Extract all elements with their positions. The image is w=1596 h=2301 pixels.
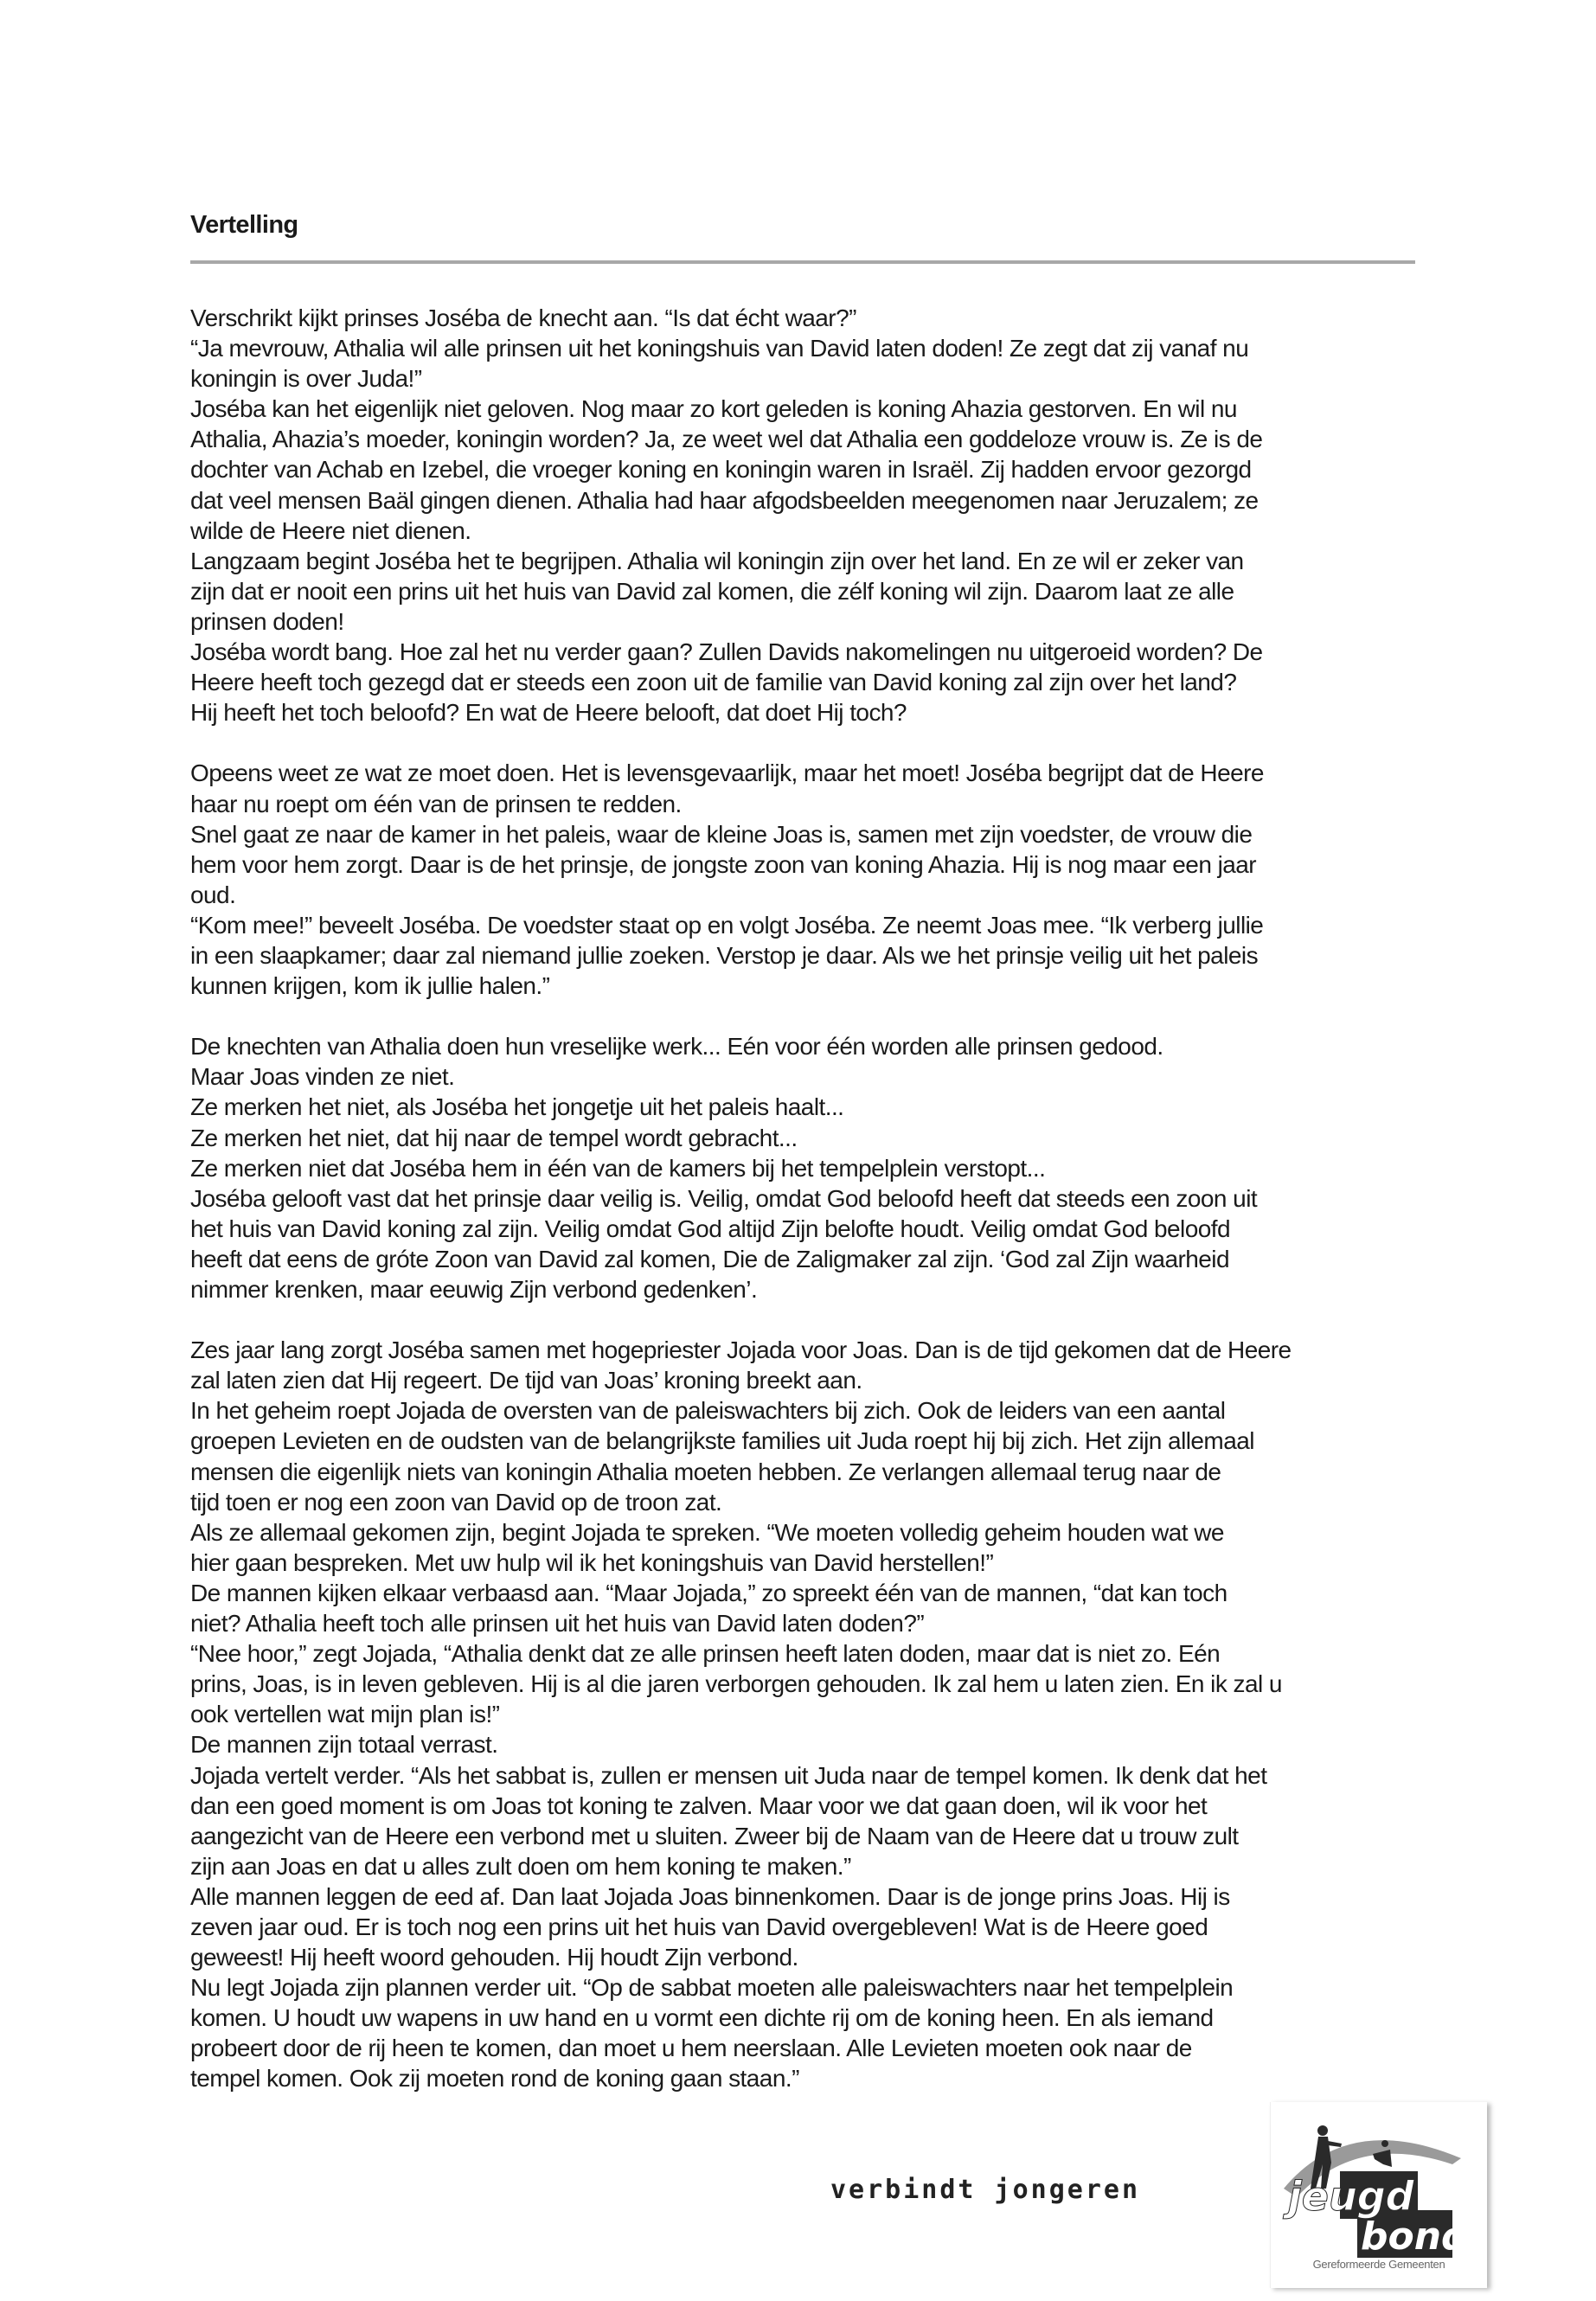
text-line: Joséba gelooft vast dat het prinsje daar veilig is. Veilig, omdat God beloofd heeft dat steeds een zoon uit (190, 1184, 1258, 1212)
text-line: geweest! Hij heeft woord gehouden. Hij houdt Zijn verbond. (190, 1944, 798, 1971)
page-title: Vertelling (190, 211, 298, 239)
story-paragraph (190, 758, 1436, 1001)
text-line: ook vertellen wat mijn plan is!” (190, 1701, 500, 1728)
text-line: “Kom mee!” beveelt Joséba. De voedster staat op en volgt Joséba. Ze neemt Joas mee. “Ik verberg jullie (190, 911, 1264, 939)
text-line: koningin is over Juda!” (190, 365, 422, 393)
text-line: In het geheim roept Jojada de oversten van de paleiswachters bij zich. Ook de leiders van een aantal (190, 1397, 1226, 1425)
text-line: Langzaam begint Joséba het te begrijpen. Athalia wil koningin zijn over het land. En ze wil er zeker van (190, 547, 1244, 574)
text-line: De knechten van Athalia doen hun vreselijke werk... Eén voor één worden alle prinsen gedood. (190, 1033, 1163, 1061)
text-line: “Ja mevrouw, Athalia wil alle prinsen uit het koningshuis van David laten doden! Ze zegt dat zij vanaf nu (190, 335, 1249, 362)
text-line: zijn dat er nooit een prins uit het huis van David zal komen, die zélf koning wil zijn. Daarom laat ze alle (190, 577, 1234, 605)
tagline-verbindt-jongeren (830, 2167, 1228, 2219)
text-line: heeft dat eens de gróte Zoon van David zal komen, Die de Zaligmaker zal zijn. ‘God zal Zijn waarheid (190, 1245, 1229, 1272)
text-line: in een slaapkamer; daar zal niemand jullie zoeken. Verstop je daar. Als we het prinsje veilig uit het paleis (190, 941, 1259, 969)
text-line: mensen die eigenlijk niets van koningin Athalia moeten hebben. Ze verlangen allemaal terug naar de (190, 1458, 1221, 1485)
text-line: prinsen doden! (190, 607, 344, 635)
text-line: Verschrikt kijkt prinses Joséba de knecht aan. “Is dat écht waar?” (190, 304, 856, 331)
text-line: Alle mannen leggen de eed af. Dan laat Jojada Joas binnenkomen. Daar is de jonge prins Joas. Hij is (190, 1882, 1230, 1910)
text-line: De mannen kijken elkaar verbaasd aan. “Maar Jojada,” zo spreekt één van de mannen, “dat kan toch (190, 1579, 1227, 1606)
text-line: Heere heeft toch gezegd dat er steeds een zoon uit de familie van David koning zal zijn over het land? (190, 669, 1237, 696)
text-line: tempel komen. Ook zij moeten rond de koning gaan staan.” (190, 2065, 799, 2093)
text-line: Joséba wordt bang. Hoe zal het nu verder gaan? Zullen Davids nakomelingen nu uitgeroeid worden? De (190, 638, 1263, 666)
text-line: Athalia, Ahazia’s moeder, koningin worden? Ja, ze weet wel dat Athalia een goddeloze vrouw is. Ze is de (190, 426, 1263, 453)
logo-subtitle: Gereformeerde Gemeenten (1312, 2258, 1445, 2271)
text-line: niet? Athalia heeft toch alle prinsen uit het huis van David laten doden?” (190, 1610, 925, 1638)
text-line: aangezicht van de Heere een verbond met u sluiten. Zweer bij de Naam van de Heere dat u trouw zult (190, 1822, 1239, 1849)
text-line: Ze merken niet dat Joséba hem in één van de kamers bij het tempelplein verstopt... (190, 1154, 1046, 1182)
text-line: Nu legt Jojada zijn plannen verder uit. “Op de sabbat moeten alle paleiswachters naar het tempelplein (190, 1974, 1234, 2002)
text-line: hier gaan bespreken. Met uw hulp wil ik het koningshuis van David herstellen!” (190, 1548, 994, 1576)
text-line: dochter van Achab en Izebel, die vroeger koning en koningin waren in Israël. Zij hadden ervoor gezorgd (190, 456, 1252, 484)
text-line: het huis van David koning zal zijn. Veilig omdat God altijd Zijn belofte houdt. Veilig omdat God beloofd (190, 1215, 1231, 1242)
story-paragraph (190, 1031, 1436, 1304)
text-line: Zes jaar lang zorgt Joséba samen met hogepriester Jojada voor Joas. Dan is de tijd gekomen dat de Heere (190, 1336, 1292, 1364)
text-line: hem voor hem zorgt. Daar is de het prinsje, de jongste zoon van koning Ahazia. Hij is nog maar een jaar (190, 850, 1257, 878)
text-line: “Nee hoor,” zegt Jojada, “Athalia denkt dat ze alle prinsen heeft laten doden, maar dat is niet zo. Eén (190, 1640, 1221, 1668)
text-line: Als ze allemaal gekomen zijn, begint Jojada te spreken. “We moeten volledig geheim houden wat we (190, 1518, 1224, 1546)
text-line: dat veel mensen Baäl gingen dienen. Athalia had haar afgodsbeelden meegenomen naar Jeruzalem; ze (190, 486, 1259, 514)
text-line: Opeens weet ze wat ze moet doen. Het is levensgevaarlijk, maar het moet! Joséba begrijpt dat de Heere (190, 760, 1264, 787)
text-line: zeven jaar oud. Er is toch nog een prins uit het huis van David overgebleven! Wat is de Heere goed (190, 1913, 1208, 1940)
jeugdbond-logo-graphic (1271, 2102, 1487, 2258)
text-line: tijd toen er nog een zoon van David op de troon zat. (190, 1488, 722, 1516)
tagline-text: verbindt jongeren (830, 2175, 1141, 2205)
text-line: nimmer krenken, maar eeuwig Zijn verbond gedenken’. (190, 1276, 758, 1303)
text-line: dan een goed moment is om Joas tot koning te zalven. Maar voor we dat gaan doen, wil ik voor het (190, 1791, 1208, 1819)
text-line: Maar Joas vinden ze niet. (190, 1063, 455, 1091)
logo-word-bond: bond (1361, 2214, 1469, 2258)
text-line: haar nu roept om één van de prinsen te redden. (190, 790, 682, 817)
title-divider (190, 260, 1415, 264)
text-line: Jojada vertelt verder. “Als het sabbat is, zullen er mensen uit Juda naar de tempel komen. Ik denk dat het (190, 1761, 1267, 1789)
text-line: Snel gaat ze naar de kamer in het paleis, waar de kleine Joas is, samen met zijn voedster, de vrouw die (190, 820, 1253, 848)
text-line: kunnen krijgen, kom ik jullie halen.” (190, 972, 550, 1000)
logo-word-jeugd: jeugd (1288, 2173, 1414, 2220)
text-line: De mannen zijn totaal verrast. (190, 1731, 498, 1759)
text-line: prins, Joas, is in leven gebleven. Hij is al die jaren verborgen gehouden. Ik zal hem u laten zien. En ik zal u (190, 1670, 1282, 1698)
text-line: groepen Levieten en de oudsten van de belangrijkste families uit Juda roept hij bij zich. Het zijn allemaal (190, 1427, 1254, 1455)
text-line: wilde de Heere niet dienen. (190, 516, 471, 544)
text-line: zal laten zien dat Hij regeert. De tijd van Joas’ kroning breekt aan. (190, 1367, 862, 1394)
text-line: probeert door de rij heen te komen, dan moet u hem neerslaan. Alle Levieten moeten ook naar de (190, 2035, 1192, 2062)
text-line: Ze merken het niet, als Joséba het jongetje uit het paleis haalt... (190, 1093, 844, 1121)
text-line: komen. U houdt uw wapens in uw hand en u vormt een dichte rij om de koning heen. En als iemand (190, 2004, 1214, 2032)
text-line: zijn aan Joas en dat u alles zult doen om hem koning te maken.” (190, 1852, 851, 1880)
jeugdbond-logo (1270, 2102, 1487, 2288)
text-line: Hij heeft het toch beloofd? En wat de Heere belooft, dat doet Hij toch? (190, 699, 907, 727)
story-paragraph (190, 303, 1436, 727)
text-line: oud. (190, 881, 236, 908)
text-line: Ze merken het niet, dat hij naar de tempel wordt gebracht... (190, 1124, 798, 1151)
story-body (190, 303, 1436, 2125)
text-line: Joséba kan het eigenlijk niet geloven. Nog maar zo kort geleden is koning Ahazia gestorven. En wil nu (190, 395, 1237, 423)
story-paragraph (190, 1335, 1436, 2093)
